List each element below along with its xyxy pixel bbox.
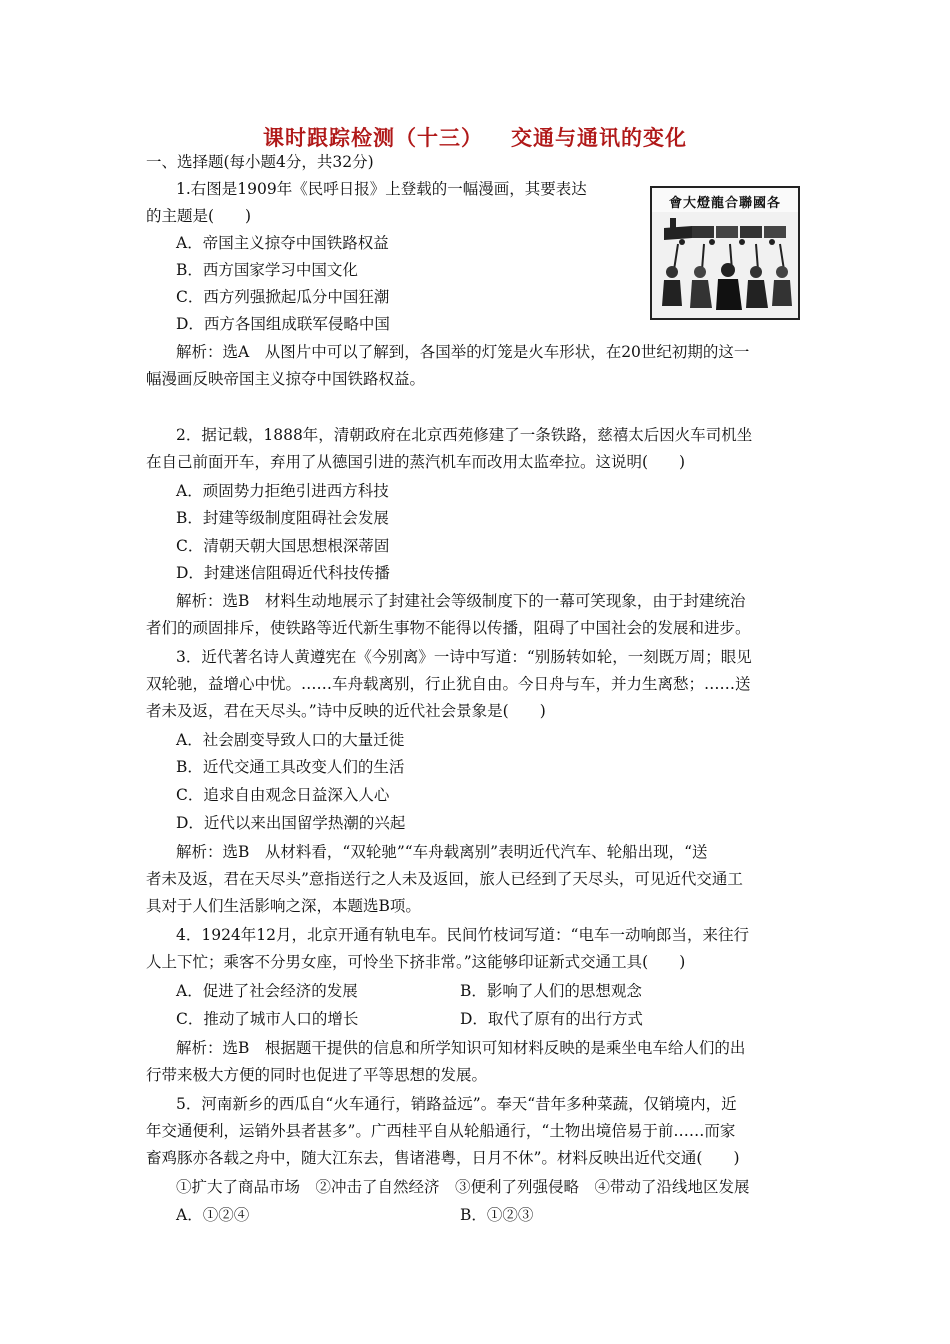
cartoon-illustration xyxy=(652,188,798,318)
q1-option-c: C．西方列强掀起瓜分中国狂潮 xyxy=(176,288,390,306)
q4-option-c: C．推动了城市人口的增长 xyxy=(176,1010,359,1028)
q1-stem-line2: 的主题是( ) xyxy=(146,207,252,225)
q3-option-a: A．社会剧变导致人口的大量迁徙 xyxy=(176,731,405,749)
q3-option-b: B．近代交通工具改变人们的生活 xyxy=(176,758,405,776)
q2-stem-line2: 在自己前面开车，弃用了从德国引进的蒸汽机车而改用太监牵拉。这说明( ) xyxy=(146,453,686,471)
q4-option-b: B．影响了人们的思想观念 xyxy=(460,982,642,1000)
page-title xyxy=(0,122,950,152)
q3-analysis-line1: 解析：选B 从材料看，“双轮驰”“车舟载离别”表明近代汽车、轮船出现，“送 xyxy=(176,843,708,861)
q2-analysis-line1: 解析：选B 材料生动地展示了封建社会等级制度下的一幕可笑现象，由于封建统治 xyxy=(176,592,746,610)
q3-stem-line3: 者未及返，君在天尽头。”诗中反映的近代社会景象是( ) xyxy=(146,702,546,720)
q3-analysis-line2: 者未及返，君在天尽头”意指送行之人未及返回，旅人已经到了天尽头，可见近代交通工 xyxy=(146,870,743,888)
cartoon-caption: 會大燈龍合聯國各 xyxy=(668,196,781,211)
cartoon-figure xyxy=(650,186,800,320)
q3-analysis-line3: 具对于人们生活影响之深，本题选B项。 xyxy=(146,897,421,915)
q2-option-d: D．封建迷信阻碍近代科技传播 xyxy=(176,564,390,582)
q4-analysis-line2: 行带来极大方便的同时也促进了平等思想的发展。 xyxy=(146,1066,488,1084)
q2-option-c: C．清朝天朝大国思想根深蒂固 xyxy=(176,537,390,555)
q4-stem-line1: 4．1924年12月，北京开通有轨电车。民间竹枝词写道：“电车一动响郎当，来往行 xyxy=(176,926,749,944)
q4-option-d: D．取代了原有的出行方式 xyxy=(460,1010,643,1028)
q5-option-b: B．①②③ xyxy=(460,1206,534,1224)
q1-analysis-line2: 幅漫画反映帝国主义掠夺中国铁路权益。 xyxy=(146,370,426,388)
q5-stem-line3: 畜鸡豚亦各载之舟中，随大江东去，售诸港粤，日月不休”。材料反映出近代交通( ) xyxy=(146,1149,740,1167)
section-heading: 一、选择题(每小题4分，共32分) xyxy=(146,153,374,171)
q1-stem-line1: 1.右图是1909年《民呼日报》上登载的一幅漫画，其要表达 xyxy=(176,180,587,198)
q4-option-a: A．促进了社会经济的发展 xyxy=(176,982,358,1000)
q5-stem-line1: 5．河南新乡的西瓜自“火车通行，销路益远”。奉天“昔年多种菜蔬，仅销境内，近 xyxy=(176,1095,737,1113)
q5-items: ①扩大了商品市场 ②冲击了自然经济 ③便利了列强侵略 ④带动了沿线地区发展 xyxy=(176,1178,750,1196)
q1-option-a: A．帝国主义掠夺中国铁路权益 xyxy=(176,234,389,252)
q4-analysis-line1: 解析：选B 根据题干提供的信息和所学知识可知材料反映的是乘坐电车给人们的出 xyxy=(176,1039,746,1057)
q3-option-c: C．追求自由观念日益深入人心 xyxy=(176,786,390,804)
q5-stem-line2: 年交通便利，运销外县者甚多”。广西桂平自从轮船通行，“土物出境倍易于前……而家 xyxy=(146,1122,736,1140)
q2-option-a: A．顽固势力拒绝引进西方科技 xyxy=(176,482,389,500)
q2-analysis-line2: 者们的顽固排斥，使铁路等近代新生事物不能得以传播，阻碍了中国社会的发展和进步。 xyxy=(146,619,751,637)
q2-stem-line1: 2．据记载，1888年，清朝政府在北京西苑修建了一条铁路，慈禧太后因火车司机坐 xyxy=(176,426,753,444)
q1-option-d: D．西方各国组成联军侵略中国 xyxy=(176,315,390,333)
q5-option-a: A．①②④ xyxy=(176,1206,250,1224)
q2-option-b: B．封建等级制度阻碍社会发展 xyxy=(176,509,389,527)
q1-analysis-line1: 解析：选A 从图片中可以了解到，各国举的灯笼是火车形状，在20世纪初期的这一 xyxy=(176,343,750,361)
q3-option-d: D．近代以来出国留学热潮的兴起 xyxy=(176,814,406,832)
q3-stem-line1: 3．近代著名诗人黄遵宪在《今别离》一诗中写道：“别肠转如轮，一刻既万周；眼见 xyxy=(176,648,752,666)
title-sub: 交通与通讯的变化 xyxy=(511,126,687,150)
q4-stem-line2: 人上下忙；乘客不分男女座，可怜坐下挤非常。”这能够印证新式交通工具( ) xyxy=(146,953,686,971)
q1-option-b: B．西方国家学习中国文化 xyxy=(176,261,358,279)
title-main: 课时跟踪检测（十三） xyxy=(263,126,483,150)
q3-stem-line2: 双轮驰，益增心中忧。……车舟载离别，行止犹自由。今日舟与车，并力生离愁；……送 xyxy=(146,675,751,693)
